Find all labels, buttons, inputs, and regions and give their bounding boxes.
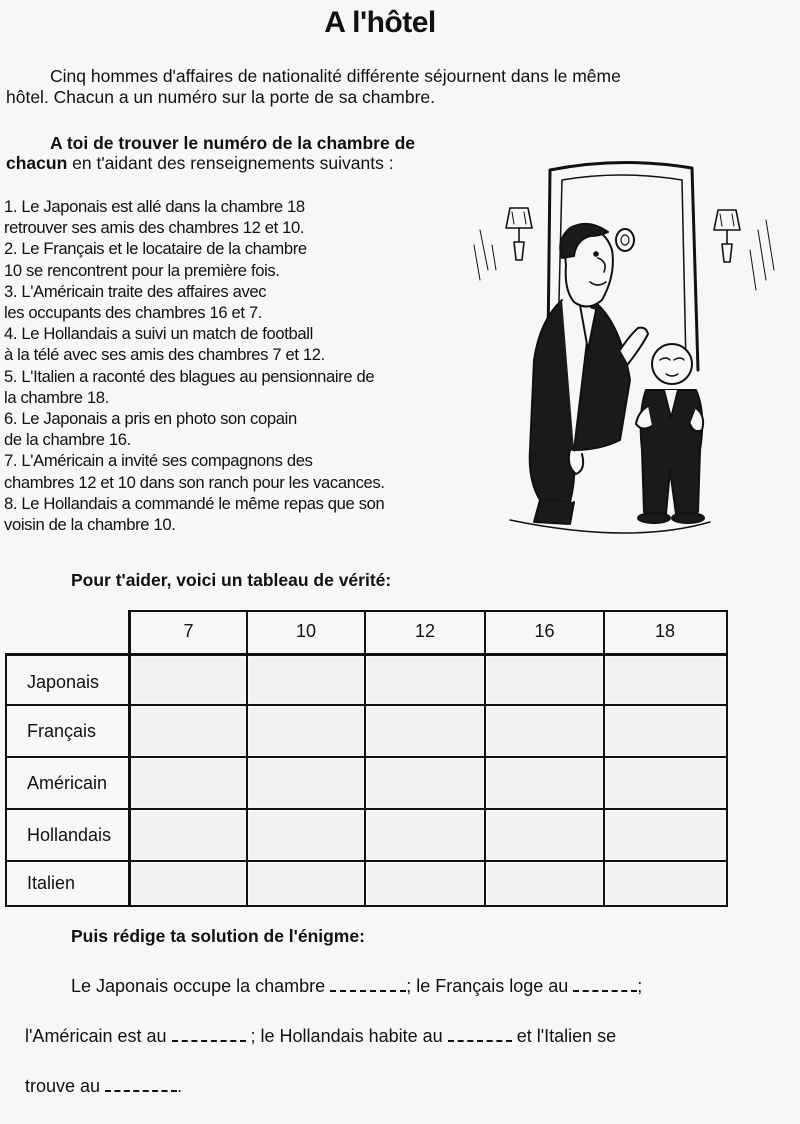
clue-line: 1. Le Japonais est allé dans la chambre 18 (4, 197, 305, 216)
table-rule (5, 653, 7, 907)
truth-cell[interactable] (250, 760, 363, 807)
truth-cell[interactable] (488, 864, 602, 904)
truth-cell[interactable] (488, 658, 602, 703)
column-header-16: 16 (534, 621, 555, 641)
solution-text: l'Américain est au (25, 1026, 167, 1046)
answer-blank-japonais[interactable] (330, 976, 406, 992)
table-rule (5, 704, 728, 706)
row-label-americain: Américain (27, 773, 108, 793)
intro-line-2: hôtel. Chacun a un numéro sur la porte de sa chambre. (6, 87, 435, 107)
table-rule (364, 610, 366, 907)
solution-text: trouve au (25, 1076, 101, 1096)
clue-line: 3. L'Américain traite des affaires avec (4, 281, 267, 301)
truth-cell[interactable] (368, 760, 483, 807)
clue-line: à la télé avec ses amis des chambres 7 et 12. (4, 345, 325, 365)
clue-line: 4. Le Hollandais a suivi un match de football (4, 324, 313, 344)
table-rule (5, 905, 728, 907)
column-header-10: 10 (295, 621, 317, 641)
column-header-18: 18 (654, 621, 676, 641)
column-header-7: 7 (183, 621, 194, 641)
table-rule (128, 610, 728, 612)
task-line-2-rest: en t'aidant des renseignements suivants : (67, 153, 394, 173)
solution-text: ; le Hollandais habite au (250, 1026, 443, 1046)
truth-cell[interactable] (607, 658, 724, 703)
table-rule (603, 610, 605, 907)
table-rule (246, 610, 248, 907)
solution-text: ; le Français loge au (406, 976, 569, 996)
truth-cell[interactable] (488, 708, 602, 755)
clue-line: les occupants des chambres 16 et 7. (4, 303, 263, 323)
solution-text: ; (637, 976, 643, 996)
intro-paragraph (6, 66, 746, 108)
solution-text: et l'Italien se (516, 1026, 617, 1046)
task-line-2 (6, 153, 476, 173)
truth-cell[interactable] (368, 658, 483, 703)
row-label-italien: Italien (27, 873, 76, 893)
row-label-francais: Français (27, 721, 97, 741)
table-rule (5, 860, 728, 862)
truth-cell[interactable] (368, 864, 483, 904)
truth-cell[interactable] (133, 760, 245, 807)
intro-line-1: Cinq hommes d'affaires de nationalité différente séjournent dans le même (50, 66, 621, 86)
solution-text: . (177, 1076, 183, 1096)
wall-lamp-icon (506, 208, 532, 260)
solution-text: Le Japonais occupe la chambre (71, 976, 326, 996)
clue-line: 10 se rencontrent pour la première fois. (4, 260, 280, 280)
truth-cell[interactable] (250, 864, 363, 904)
wall-lamp-icon (714, 210, 740, 262)
hotel-cartoon-illustration (470, 150, 790, 550)
answer-blank-hollandais[interactable] (448, 1026, 512, 1042)
solution-line-3 (25, 1076, 182, 1097)
task-line-2-bold: chacun (6, 153, 68, 173)
clue-line: la chambre 18. (4, 387, 109, 407)
truth-cell[interactable] (133, 658, 245, 703)
table-rule (726, 610, 728, 907)
truth-cell[interactable] (133, 864, 245, 904)
table-rule (484, 610, 486, 907)
clue-line: voisin de la chambre 10. (4, 515, 176, 535)
clue-line: 8. Le Hollandais a commandé le même repas que son (4, 493, 385, 513)
clue-line: 6. Le Japonais a pris en photo son copain (4, 409, 297, 429)
clue-line: 7. L'Américain a invité ses compagnons des (4, 451, 313, 471)
table-rule (5, 756, 728, 758)
answer-blank-francais[interactable] (573, 976, 637, 992)
truth-cell[interactable] (133, 708, 245, 755)
clue-line: 2. Le Français et le locataire de la chambre (4, 239, 307, 259)
task-line-1: A toi de trouver le numéro de la chambre de (50, 133, 415, 153)
answer-blank-italien[interactable] (105, 1076, 177, 1092)
clue-line: retrouver ses amis des chambres 12 et 10. (4, 218, 305, 238)
truth-table-heading: Pour t'aider, voici un tableau de vérité: (71, 570, 392, 590)
table-rule (128, 610, 131, 907)
truth-cell[interactable] (607, 708, 724, 755)
truth-cell[interactable] (133, 812, 245, 859)
clue-line: de la chambre 16. (4, 430, 131, 450)
truth-cell[interactable] (607, 812, 724, 859)
truth-cell[interactable] (250, 812, 363, 859)
truth-cell[interactable] (250, 708, 363, 755)
clue-line: 5. L'Italien a raconté des blagues au pensionnaire de (4, 366, 375, 386)
row-label-japonais: Japonais (27, 672, 100, 692)
truth-cell[interactable] (488, 812, 602, 859)
task-instruction (6, 133, 476, 173)
table-rule (5, 653, 728, 656)
page-title: A l'hôtel (324, 6, 436, 39)
clue-line: chambres 12 et 10 dans son ranch pour les vacances. (4, 472, 385, 492)
truth-cell[interactable] (607, 760, 724, 807)
row-label-hollandais: Hollandais (27, 825, 112, 845)
solution-line-2 (25, 1026, 616, 1047)
truth-cell[interactable] (368, 812, 483, 859)
truth-cell[interactable] (250, 658, 363, 703)
answer-blank-americain[interactable] (172, 1026, 246, 1042)
solution-line-1 (71, 976, 642, 997)
table-rule (5, 808, 728, 810)
clues-list (4, 196, 484, 535)
solution-heading: Puis rédige ta solution de l'énigme: (71, 926, 365, 946)
column-header-12: 12 (414, 621, 436, 641)
truth-cell[interactable] (368, 708, 483, 755)
truth-cell[interactable] (607, 864, 724, 904)
truth-cell[interactable] (488, 760, 602, 807)
